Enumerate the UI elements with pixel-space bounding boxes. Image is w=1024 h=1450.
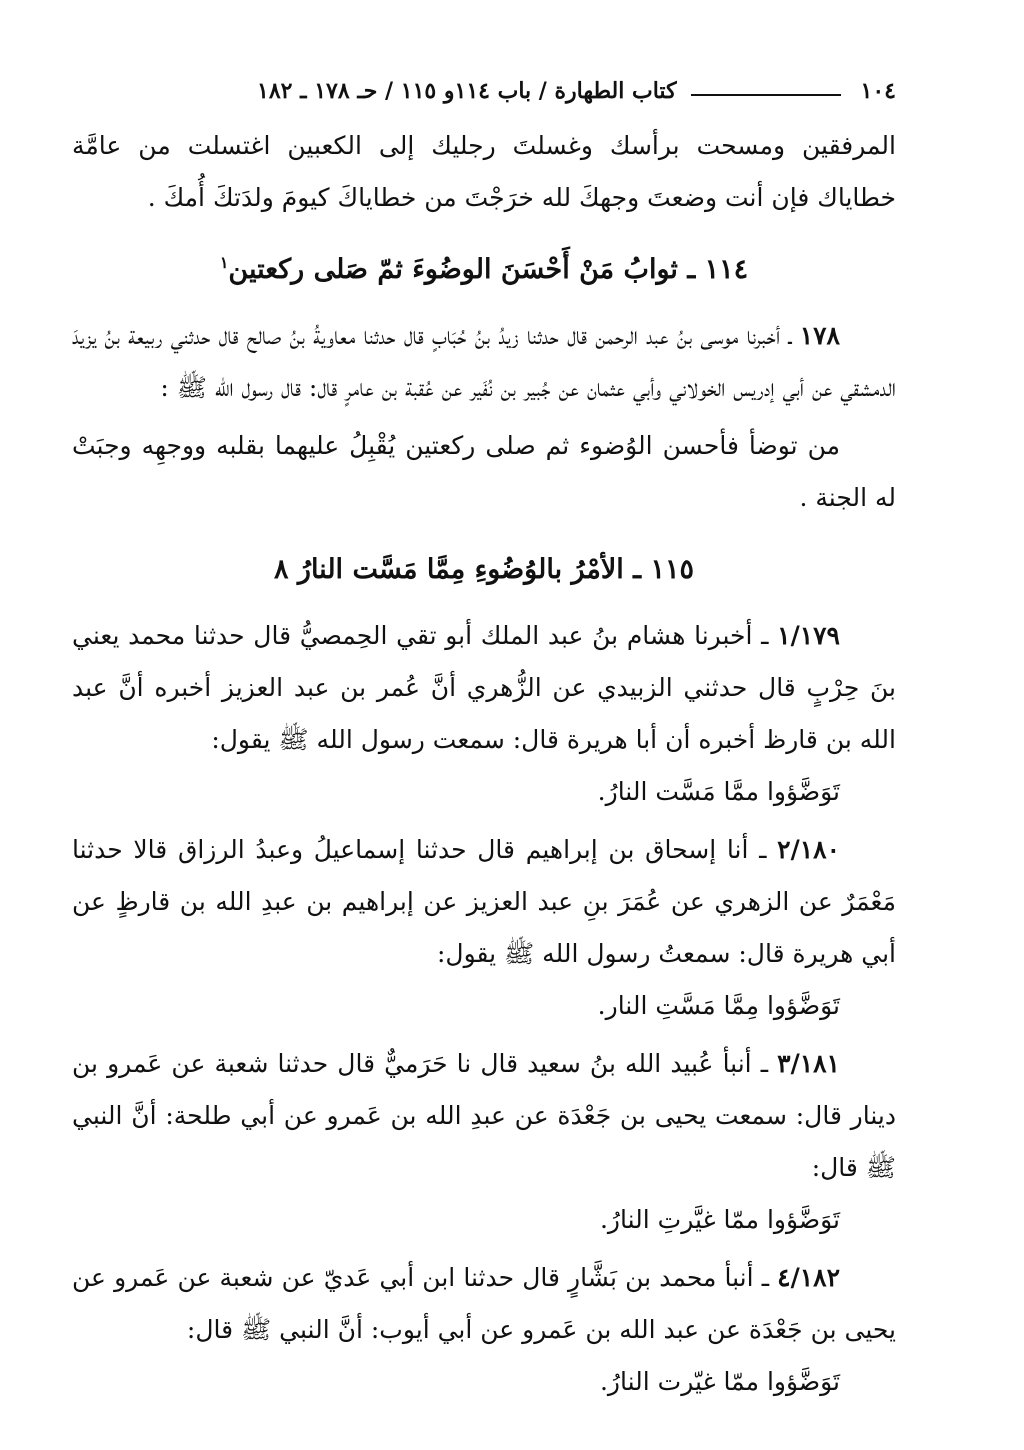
hadith-179-isnad — [72, 610, 896, 766]
hadith-179-matn: تَوَضَّؤوا ممَّا مَسَّت النارُ. — [597, 777, 840, 806]
hadith-181-isnad — [72, 1038, 896, 1194]
isnad-text: ـ أخبرنا هشام بنُ عبد الملك أبو تقي الحِمصيُّ قال حدثنا محمد يعني بنَ حِرْبٍ قال حدثني الزبيدي عن الزُّهري أنَّ عُمر بن عبد العزيز أخبره أنَّ عبد الله بن قارظ أخبره أن أبا هريرة قال: سمعت رسول الله ﷺ يقول: — [72, 621, 896, 754]
hadith-182-isnad — [72, 1252, 896, 1356]
footnote-marker: ١ — [219, 253, 229, 272]
page-number: ١٠٤ — [860, 78, 896, 104]
chapter-heading-115 — [72, 544, 896, 596]
running-head — [72, 60, 896, 104]
intro-paragraph: المرفقين ومسحت برأسك وغسلتَ رجليك إلى الكعبين اغتسلت من عامَّة خطاياك فإن أنت وضعتَ وجهكَ لله خرَجْتَ من خطاياكَ كيومَ ولدَتكَ أُمكَ . — [72, 131, 896, 212]
isnad-text: ـ أنبأ محمد بن بَشَّارٍ قال حدثنا ابن أبي عَديّ عن شعبة عن عَمرو عن يحيى بن جَعْدَة عن عبد الله بن عَمرو عن أبي أيوب: أنَّ النبي ﷺ قال: — [72, 1263, 896, 1344]
isnad-text: ـ أنبأ عُبيد الله بنُ سعيد قال نا حَرَميٌّ قال حدثنا شعبة عن عَمرو بن دينار قال: سمعت يحيى بن جَعْدَة عن عبدِ الله بن عَمرو عن أبي طلحة: أنَّ النبي ﷺ قال: — [72, 1049, 896, 1182]
isnad-text: ـ أنا إسحاق بن إبراهيم قال حدثنا إسماعيلُ وعبدُ الرزاق قالا حدثنا مَعْمَرٌ عن الزهري عن عُمَرَ بنِ عبد العزيز عن إبراهيم بن عبدِ الله بن قارظٍ عن أبي هريرة قال: سمعتُ رسول الله ﷺ يقول: — [72, 835, 896, 968]
hadith-178-matn: من توضأ فأحسن الوُضوء ثم صلى ركعتين يُقْبِلُ عليهما بقلبه ووجهِه وجبَتْ له الجنة . — [72, 431, 896, 512]
isnad-text: ـ أخبرنا موسى بنُ عبد الرحمن قال حدثنا زيدُ بنُ حُبَابٍ قال حدثنا معاويةُ بنُ صالح قال حدثني ربيعة بنُ يزيدَ الدمشقي عن أبي إدريس الخولاني وأبي عثمان عن جُبير بن نُفَير عن عُقبة بن عامرٍ قال: قال رسول الله ﷺ : — [72, 321, 896, 402]
hadith-number: ١/١٧٩ — [777, 621, 840, 650]
hadith-number: ١٧٨ — [799, 321, 840, 350]
hadith-181-matn: تَوَضَّؤوا ممّا غيَّرتِ النارُ. — [599, 1205, 840, 1234]
body-text — [72, 120, 896, 1408]
hadith-180-matn: تَوَضَّؤوا مِمَّا مَسَّتِ النار. — [597, 991, 840, 1020]
chapter-title-114: ١١٤ ـ ثوابُ مَنْ أَحْسَنَ الوضُوءَ ثمّ صَلى ركعتين — [228, 254, 749, 285]
hadith-number: ٢/١٨٠ — [777, 835, 840, 864]
header-rule — [691, 94, 841, 96]
chapter-title-115: ١١٥ ـ الأمْرُ بالوُضُوءِ مِمَّا مَسَّت النارُ ٨ — [274, 554, 694, 585]
hadith-182-matn: تَوَضَّؤوا ممّا غيّرت النارُ. — [599, 1367, 840, 1396]
hadith-number: ٣/١٨١ — [777, 1049, 840, 1078]
hadith-number: ٤/١٨٢ — [777, 1263, 840, 1292]
hadith-178-isnad — [72, 310, 896, 414]
chapter-heading-114 — [72, 244, 896, 296]
hadith-180-isnad — [72, 824, 896, 980]
running-title: كتاب الطهارة / باب ١١٤و ١١٥ / حـ ١٧٨ ـ ١٨٢ — [257, 78, 677, 104]
